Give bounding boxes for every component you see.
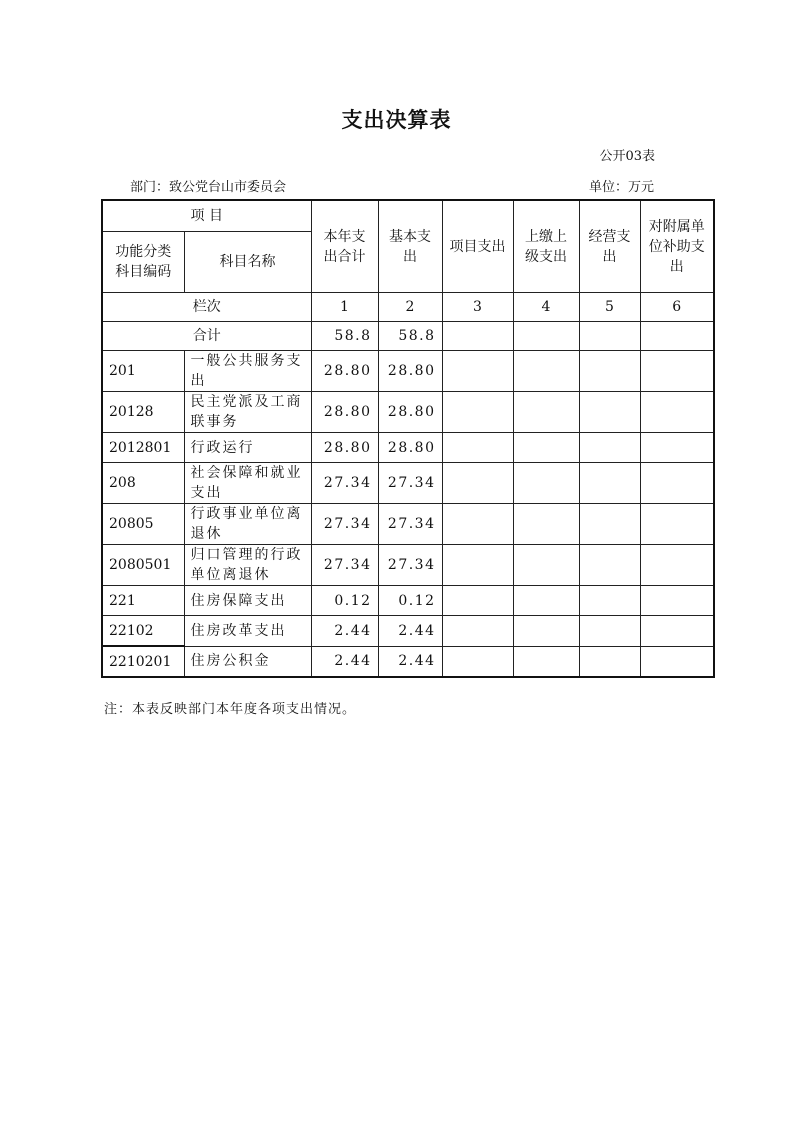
amount-cell: 28.80 bbox=[378, 392, 442, 433]
subject-name-cell: 住房公积金 bbox=[184, 646, 311, 677]
amount-cell: 0.12 bbox=[311, 586, 378, 616]
func-code-cell: 2012801 bbox=[102, 433, 184, 463]
func-code-cell: 20128 bbox=[102, 392, 184, 433]
amount-cell bbox=[442, 586, 513, 616]
amount-cell: 0.12 bbox=[378, 586, 442, 616]
amount-cell bbox=[513, 646, 579, 677]
table-row bbox=[102, 351, 714, 392]
func-code-cell: 22102 bbox=[102, 616, 184, 647]
amount-cell bbox=[442, 504, 513, 545]
subject-name-cell: 行政事业单位离退休 bbox=[184, 504, 311, 545]
amount-cell bbox=[513, 586, 579, 616]
total-value bbox=[442, 322, 513, 351]
amount-cell bbox=[640, 392, 714, 433]
amount-cell: 28.80 bbox=[311, 433, 378, 463]
total-label: 合计 bbox=[102, 322, 311, 351]
header-col-2: 基本支出 bbox=[378, 200, 442, 293]
subject-name-cell: 民主党派及工商联事务 bbox=[184, 392, 311, 433]
total-value bbox=[513, 322, 579, 351]
func-code-cell: 2210201 bbox=[102, 646, 184, 677]
header-col-5: 经营支出 bbox=[579, 200, 640, 293]
amount-cell bbox=[442, 646, 513, 677]
func-code-cell: 208 bbox=[102, 463, 184, 504]
table-row bbox=[102, 616, 714, 647]
amount-cell bbox=[513, 351, 579, 392]
total-value bbox=[579, 322, 640, 351]
amount-cell: 27.34 bbox=[378, 463, 442, 504]
func-code-cell: 201 bbox=[102, 351, 184, 392]
lanci-num: 6 bbox=[640, 293, 714, 322]
table-row bbox=[102, 504, 714, 545]
total-value: 58.8 bbox=[378, 322, 442, 351]
total-value bbox=[640, 322, 714, 351]
amount-cell bbox=[579, 646, 640, 677]
amount-cell bbox=[640, 545, 714, 586]
header-func-code: 功能分类科目编码 bbox=[102, 232, 184, 293]
table-row bbox=[102, 545, 714, 586]
subject-name-cell: 一般公共服务支出 bbox=[184, 351, 311, 392]
amount-cell: 27.34 bbox=[378, 504, 442, 545]
lanci-num: 4 bbox=[513, 293, 579, 322]
amount-cell bbox=[640, 433, 714, 463]
amount-cell bbox=[640, 616, 714, 647]
amount-cell: 28.80 bbox=[378, 433, 442, 463]
amount-cell bbox=[513, 463, 579, 504]
amount-cell bbox=[513, 616, 579, 647]
amount-cell: 27.34 bbox=[311, 463, 378, 504]
footnote: 注：本表反映部门本年度各项支出情况。 bbox=[104, 702, 357, 717]
subject-name-cell: 住房保障支出 bbox=[184, 586, 311, 616]
table-row bbox=[102, 392, 714, 433]
header-subject-name: 科目名称 bbox=[184, 232, 311, 293]
amount-cell bbox=[442, 616, 513, 647]
func-code-cell: 2080501 bbox=[102, 545, 184, 586]
table-row bbox=[102, 433, 714, 463]
page-title: 支出决算表 bbox=[341, 107, 452, 132]
subject-name-cell: 归口管理的行政单位离退休 bbox=[184, 545, 311, 586]
amount-cell: 2.44 bbox=[378, 646, 442, 677]
amount-cell bbox=[513, 392, 579, 433]
amount-cell bbox=[579, 463, 640, 504]
header-col-6: 对附属单位补助支出 bbox=[640, 200, 714, 293]
amount-cell bbox=[640, 463, 714, 504]
amount-cell bbox=[442, 351, 513, 392]
expenditure-table bbox=[101, 199, 715, 678]
amount-cell bbox=[513, 433, 579, 463]
amount-cell bbox=[442, 463, 513, 504]
subject-name-cell: 住房改革支出 bbox=[184, 616, 311, 647]
amount-cell: 27.34 bbox=[378, 545, 442, 586]
total-value: 58.8 bbox=[311, 322, 378, 351]
lanci-num: 2 bbox=[378, 293, 442, 322]
amount-cell: 27.34 bbox=[311, 504, 378, 545]
lanci-num: 1 bbox=[311, 293, 378, 322]
amount-cell bbox=[513, 545, 579, 586]
amount-cell bbox=[579, 392, 640, 433]
amount-cell bbox=[579, 616, 640, 647]
lanci-label: 栏次 bbox=[102, 293, 311, 322]
table-row bbox=[102, 586, 714, 616]
header-col-1: 本年支出合计 bbox=[311, 200, 378, 293]
amount-cell bbox=[442, 545, 513, 586]
amount-cell bbox=[640, 586, 714, 616]
amount-cell: 27.34 bbox=[311, 545, 378, 586]
subject-name-cell: 行政运行 bbox=[184, 433, 311, 463]
amount-cell bbox=[640, 504, 714, 545]
amount-cell: 2.44 bbox=[311, 646, 378, 677]
lanci-num: 5 bbox=[579, 293, 640, 322]
unit-label: 单位：万元 bbox=[589, 180, 655, 195]
department-label: 部门：致公党台山市委员会 bbox=[130, 180, 287, 195]
amount-cell bbox=[442, 392, 513, 433]
form-number: 公开03表 bbox=[599, 149, 655, 164]
lanci-num: 3 bbox=[442, 293, 513, 322]
header-col-4: 上缴上级支出 bbox=[513, 200, 579, 293]
amount-cell bbox=[640, 646, 714, 677]
amount-cell bbox=[579, 586, 640, 616]
header-col-3: 项目支出 bbox=[442, 200, 513, 293]
amount-cell: 2.44 bbox=[311, 616, 378, 647]
amount-cell bbox=[579, 545, 640, 586]
amount-cell bbox=[640, 351, 714, 392]
amount-cell bbox=[579, 504, 640, 545]
amount-cell: 28.80 bbox=[311, 392, 378, 433]
amount-cell: 28.80 bbox=[311, 351, 378, 392]
table-row bbox=[102, 646, 714, 677]
amount-cell bbox=[579, 433, 640, 463]
amount-cell: 28.80 bbox=[378, 351, 442, 392]
amount-cell bbox=[579, 351, 640, 392]
table-row bbox=[102, 463, 714, 504]
header-item: 项 目 bbox=[102, 200, 311, 232]
func-code-cell: 221 bbox=[102, 586, 184, 616]
subject-name-cell: 社会保障和就业支出 bbox=[184, 463, 311, 504]
amount-cell: 2.44 bbox=[378, 616, 442, 647]
func-code-cell: 20805 bbox=[102, 504, 184, 545]
amount-cell bbox=[513, 504, 579, 545]
amount-cell bbox=[442, 433, 513, 463]
